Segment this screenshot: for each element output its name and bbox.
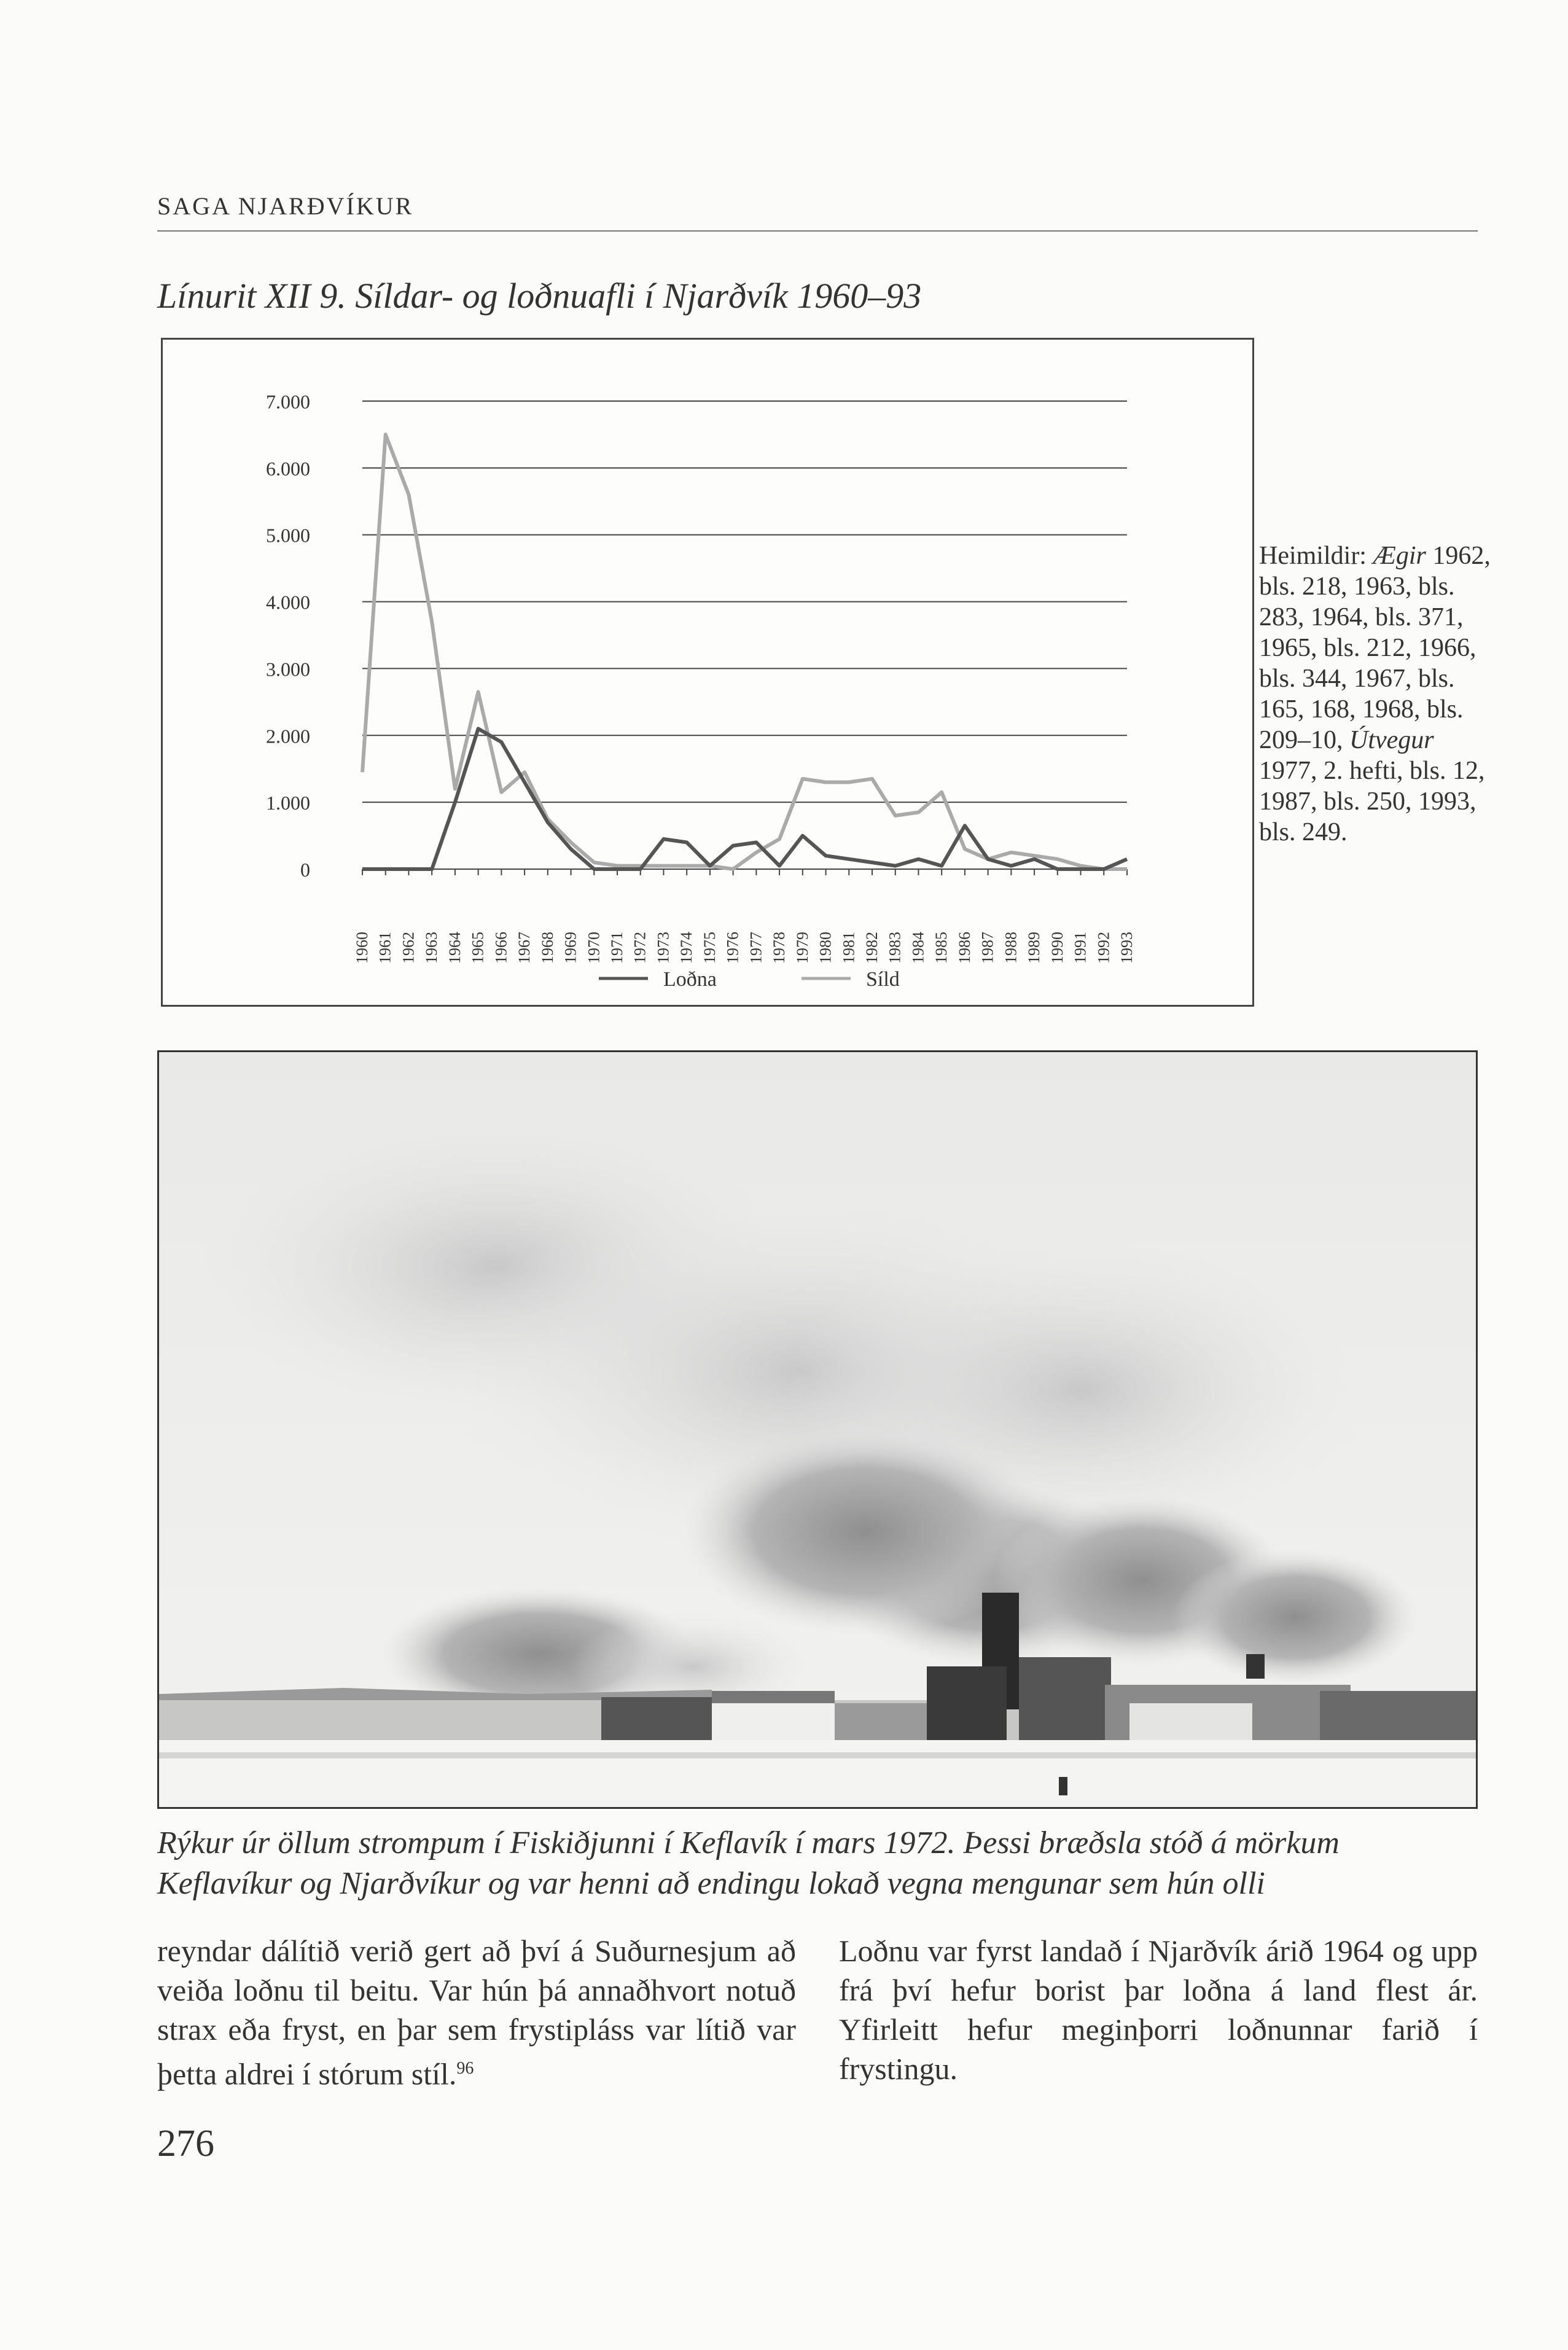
x-tick-label: 1988 <box>1002 932 1020 964</box>
x-tick-label: 1961 <box>376 932 394 964</box>
x-tick-label: 1978 <box>770 932 789 964</box>
x-tick-label: 1968 <box>538 932 556 964</box>
x-tick-label: 1963 <box>423 932 441 964</box>
y-tick-label: 6.000 <box>266 457 310 480</box>
x-tick-label: 1993 <box>1118 932 1136 964</box>
x-tick-label: 1972 <box>631 932 649 964</box>
x-tick-label: 1987 <box>978 932 997 964</box>
x-tick-label: 1975 <box>700 932 719 964</box>
y-tick-label: 2.000 <box>266 725 310 748</box>
page-number: 276 <box>157 2123 214 2165</box>
x-tick-label: 1970 <box>585 932 603 964</box>
x-tick-label: 1982 <box>863 932 881 964</box>
x-tick-label: 1990 <box>1048 932 1066 964</box>
x-tick-label: 1964 <box>445 932 464 964</box>
smoke-stacks-photo <box>159 1052 1476 1807</box>
x-tick-label: 1966 <box>492 932 510 964</box>
x-tick-label: 1985 <box>932 932 951 964</box>
y-tick-label: 7.000 <box>266 391 310 413</box>
series-line-síld <box>362 434 1127 869</box>
x-tick-label: 1971 <box>608 932 626 964</box>
factory-photo <box>157 1050 1478 1809</box>
header-divider <box>157 230 1478 232</box>
y-tick-label: 4.000 <box>266 591 310 614</box>
x-tick-label: 1984 <box>909 932 927 964</box>
x-tick-label: 1991 <box>1071 932 1090 964</box>
x-tick-label: 1973 <box>654 932 673 964</box>
line-chart <box>163 340 1252 1005</box>
x-tick-label: 1960 <box>353 932 371 964</box>
x-tick-label: 1969 <box>561 932 580 964</box>
x-tick-label: 1962 <box>399 932 418 964</box>
sources-prefix: Heimildir: <box>1259 542 1373 570</box>
footnote-ref: 96 <box>456 2059 474 2078</box>
x-tick-label: 1986 <box>955 932 973 964</box>
sources-text-2: 1977, 2. hefti, bls. 12, 1987, bls. 250, 1993, bls. 249. <box>1259 757 1485 846</box>
y-tick-label: 0 <box>300 859 310 881</box>
y-tick-label: 5.000 <box>266 524 310 547</box>
y-tick-label: 3.000 <box>266 658 310 681</box>
sources-note <box>1259 541 1492 848</box>
x-tick-label: 1979 <box>793 932 811 964</box>
x-tick-label: 1980 <box>816 932 835 964</box>
source-aegir: Ægir <box>1373 542 1426 570</box>
running-header: SAGA NJARÐVÍKUR <box>157 192 414 220</box>
body-text-left: reyndar dálítið verið gert að því á Suðurnesjum að veiða loðnu til beitu. Var hún þá annaðhvort notuð strax eða fryst, en þar sem frystipláss var lítið var þetta aldrei í stórum stíl. <box>157 1934 796 2091</box>
x-tick-label: 1974 <box>677 932 696 964</box>
x-tick-label: 1989 <box>1025 932 1043 964</box>
photo-caption: Rýkur úr öllum strompum í Fiskiðjunni í Keflavík í mars 1972. Þessi bræðsla stóð á mörkum Keflavíkur og Njarðvíkur og var henni að endingu lokað vegna mengunar sem hún olli <box>157 1825 1340 1901</box>
chart-caption: Línurit XII 9. Síldar- og loðnuafli í Njarðvík 1960–93 <box>157 276 922 316</box>
x-tick-label: 1976 <box>724 932 742 964</box>
body-column-right: Loðnu var fyrst landað í Njarðvík árið 1964 og upp frá því hefur borist þar loðna á land flest ár. Yfirleitt hefur meginþorri loðnunnar farið í frystingu. <box>839 1934 1478 2086</box>
chart-frame <box>161 338 1254 1007</box>
x-tick-label: 1992 <box>1094 932 1113 964</box>
x-tick-label: 1981 <box>840 932 858 964</box>
x-tick-label: 1983 <box>886 932 904 964</box>
x-tick-label: 1965 <box>469 932 487 964</box>
series-line-loðna <box>362 728 1127 869</box>
sources-text-1: 1962, bls. 218, 1963, bls. 283, 1964, bls. 371, 1965, bls. 212, 1966, bls. 344, 1967, bls. 165, 168, 1968, bls. 209–10, <box>1259 542 1491 754</box>
body-column-left <box>157 1931 796 2094</box>
source-utvegur: Útvegur <box>1349 726 1434 754</box>
legend-label: Loðna <box>663 968 717 991</box>
legend-label: Síld <box>866 968 900 991</box>
y-tick-label: 1.000 <box>266 792 310 814</box>
x-tick-label: 1967 <box>515 932 534 964</box>
x-tick-label: 1977 <box>747 932 765 964</box>
